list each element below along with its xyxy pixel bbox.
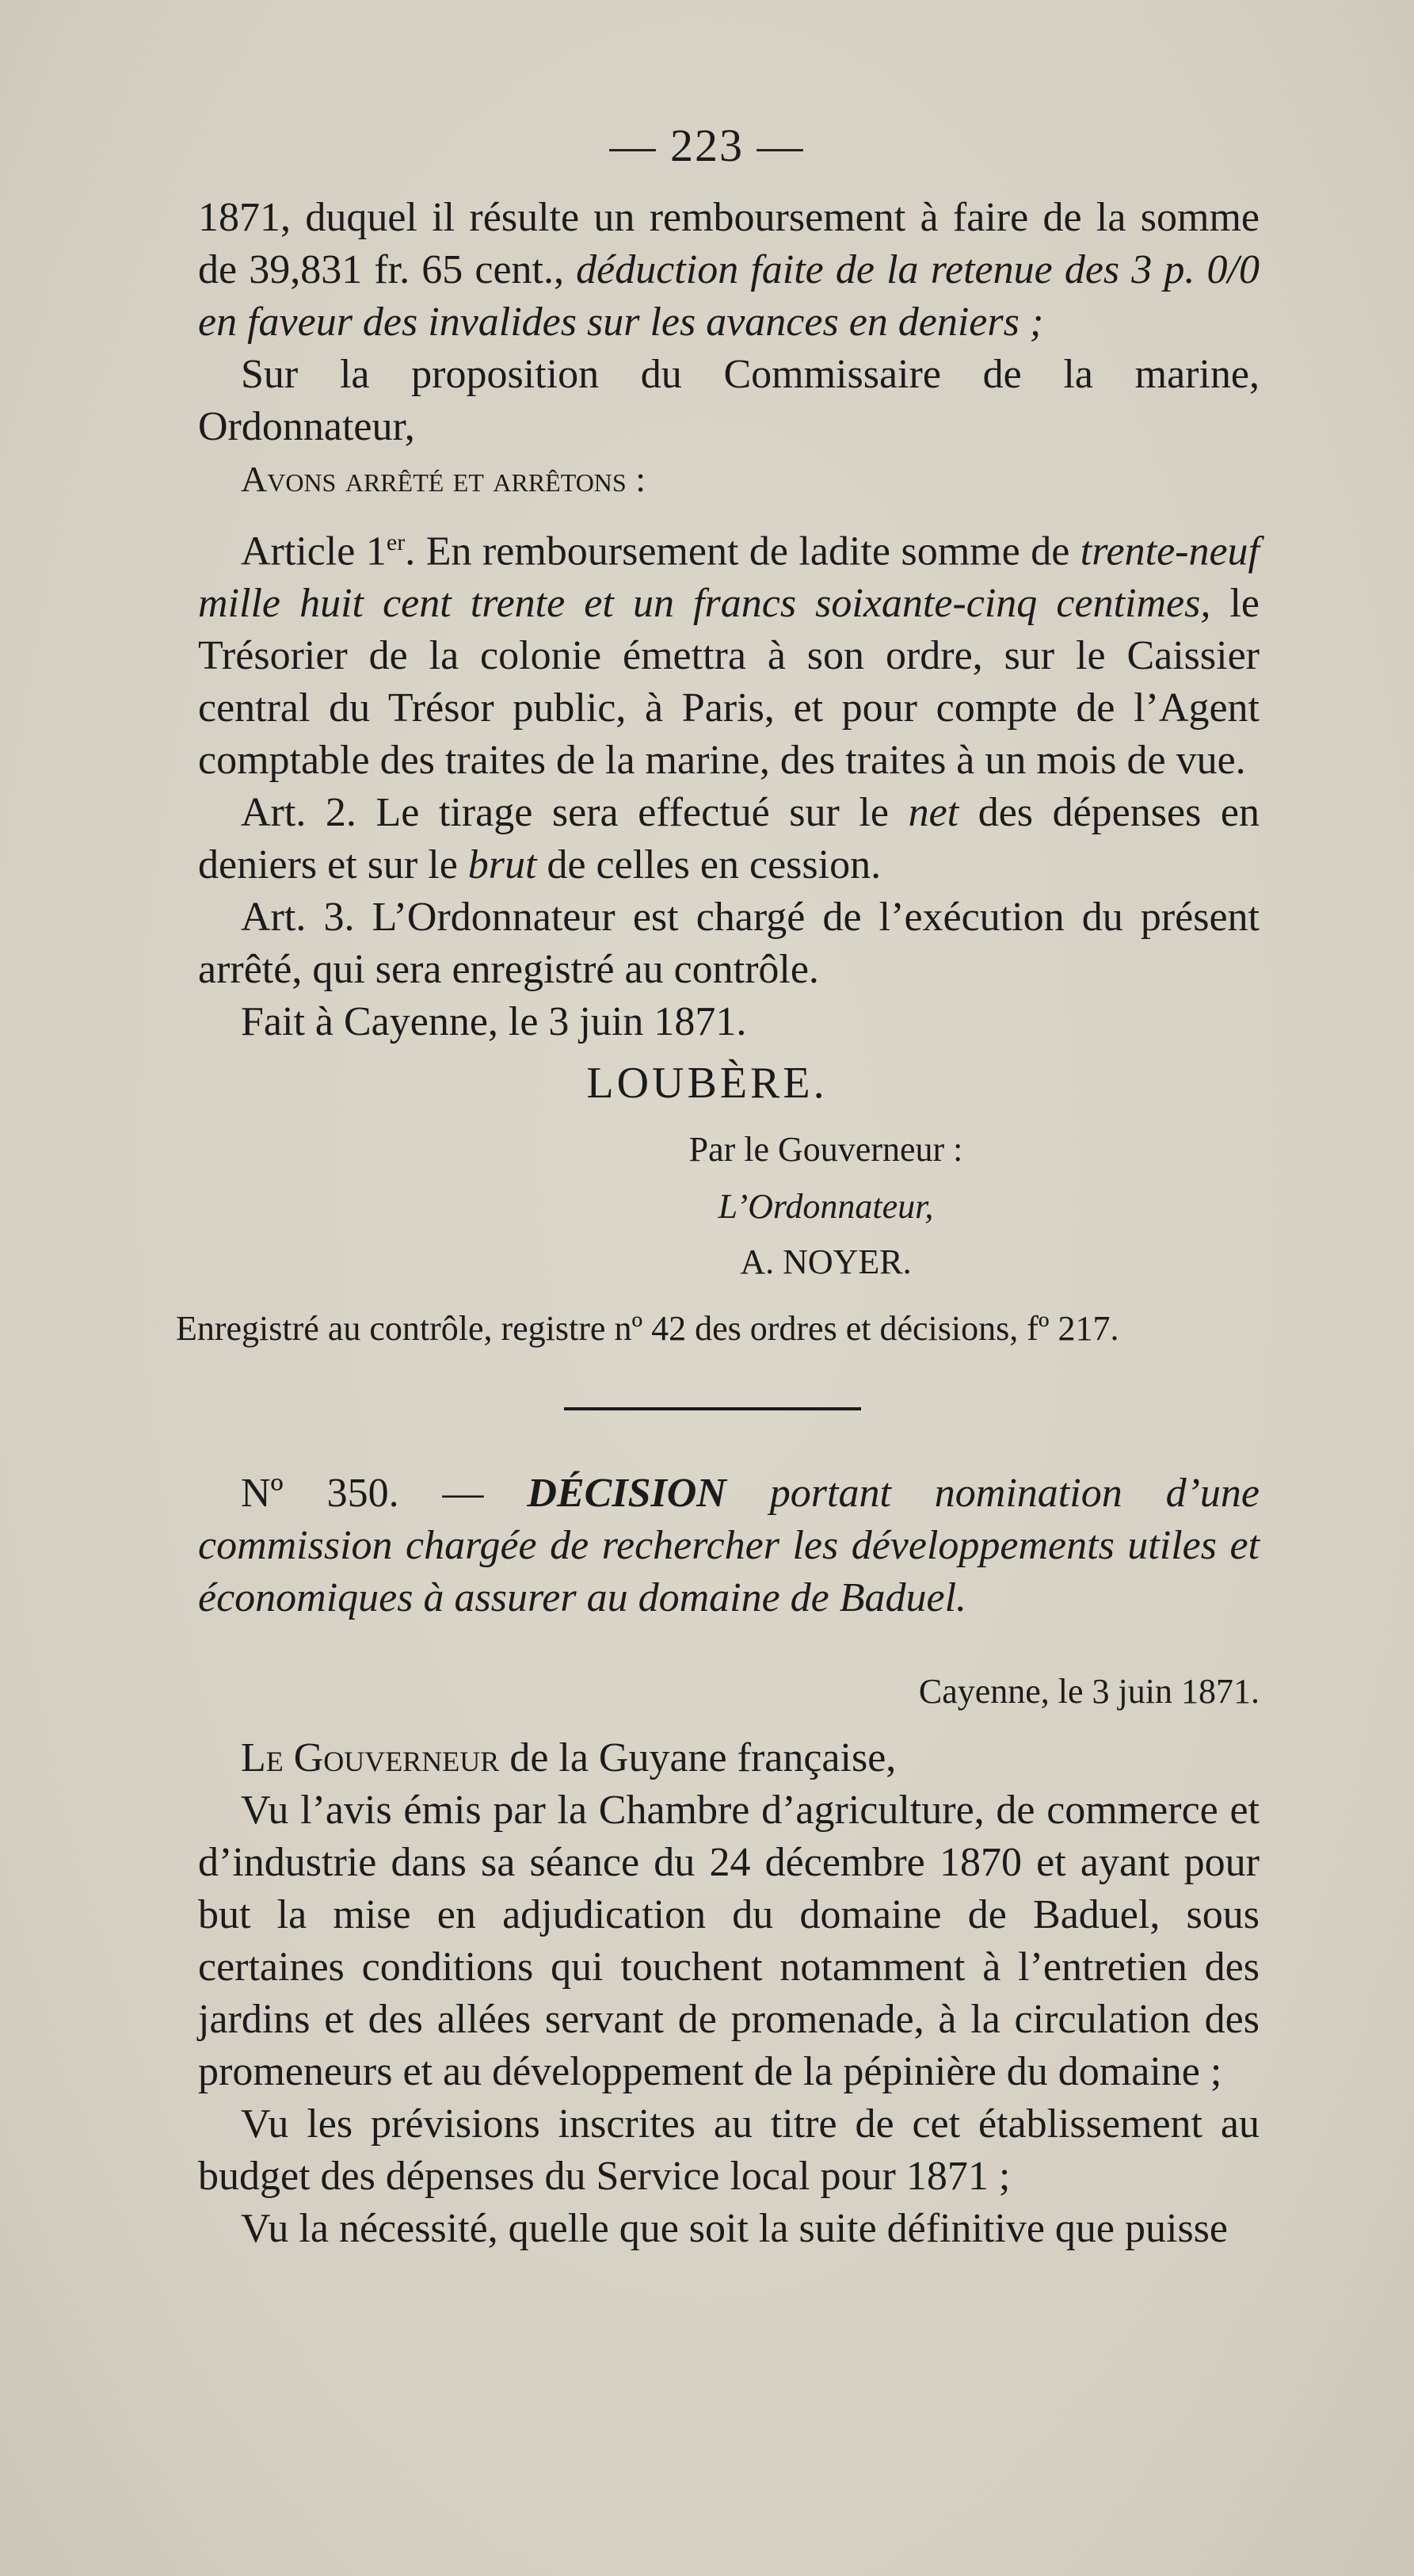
ordonnateur-label (119, 1186, 1414, 1227)
text: Art. 2. Le tirage sera effectué sur le (241, 790, 909, 836)
decision-number: Nº 350. — (241, 1471, 528, 1516)
italic-text: en faveur des invalides sur les avances en deniers ; (198, 300, 1044, 345)
page-number: — 223 — (609, 120, 805, 171)
text: de la Guyane française, (499, 1735, 897, 1780)
article-3: Art. 3. L’Ordonnateur est chargé de l’exécution du présent arrêté, qui sera enregistré au contrôle. (198, 895, 1260, 993)
article-1 (198, 517, 1260, 787)
par-le-gouverneur: Par le Gouverneur : (688, 1130, 963, 1169)
governor-signature: LOUBÈRE. (586, 1059, 828, 1108)
italic-text: déduction faite de la retenue des 3 p. 0/0 (576, 247, 1260, 292)
italic-text: L’Ordonnateur, (718, 1187, 934, 1226)
vu-previsions: Vu les prévisions inscrites au titre de cet établissement au budget des dépenses du Service local pour 1871 ; (198, 2101, 1260, 2199)
text: le Trésorier de la colonie émettra à son ordre, sur le Caissier central du Trésor public, à Paris, et pour compte de l’Agent comptable des traites de la marine, des traites à un mois de vue. (198, 581, 1260, 784)
le-gouverneur (198, 1732, 1260, 1784)
superscript: er (386, 529, 406, 555)
ordonnateur-signature: A. NOYER. (740, 1242, 912, 1281)
vu-necessite: Vu la nécessité, quelle que soit la suite définitive que puisse (241, 2206, 1228, 2251)
italic-text: brut (467, 842, 537, 888)
vu-avis: Vu l’avis émis par la Chambre d’agriculture, de commerce et d’industrie dans sa séance du 24 décembre 1870 et ayant pour but la mise en adjudication du domaine de Baduel, sous certaines conditions qui touchent notamment à l’entretien des jardins et des allées servant de promenade, à la circulation des promeneurs et au développement de la pépinière du domaine ; (198, 1788, 1260, 2094)
text: Article 1 (241, 529, 387, 574)
text: . En remboursement de ladite somme de (405, 529, 1081, 574)
registration-note: Enregistré au contrôle, registre nº 42 des ordres et décisions, fº 217. (176, 1309, 1119, 1348)
text: des dépenses en deniers et sur le (198, 790, 1260, 888)
paragraph-proposition: Sur la proposition du Commissaire de la marine, Ordonnateur, (198, 352, 1260, 449)
text-line: 1871, duquel il résulte un remboursement à faire de la somme (198, 195, 1260, 240)
italic-text: trente-neuf mille huit cent trente et un francs soixante-cinq centimes, (198, 529, 1260, 627)
decision-heading: DÉCISION (527, 1471, 726, 1516)
decision-place-date: Cayenne, le 3 juin 1871. (918, 1672, 1260, 1711)
decision-title (198, 1467, 1260, 1624)
small-caps-text: Le Gouverneur (241, 1735, 500, 1780)
paragraph-1 (198, 192, 1260, 349)
decision-350 (198, 1467, 1260, 2255)
text-line: de 39,831 fr. 65 cent., (198, 247, 577, 292)
avons-arrete-heading: Avons arrêté et arrêtons : (241, 459, 646, 499)
fait-a-cayenne: Fait à Cayenne, le 3 juin 1871. (241, 999, 747, 1045)
arrete-continuation (198, 192, 1260, 1048)
italic-text: portant nomination d’une commission chargée de rechercher les développements utiles et économiques à assurer au domaine de Baduel. (198, 1471, 1260, 1620)
italic-text: net (908, 790, 959, 836)
text: de celles en cession. (536, 842, 882, 888)
section-divider (564, 1407, 861, 1410)
article-2 (198, 787, 1260, 891)
